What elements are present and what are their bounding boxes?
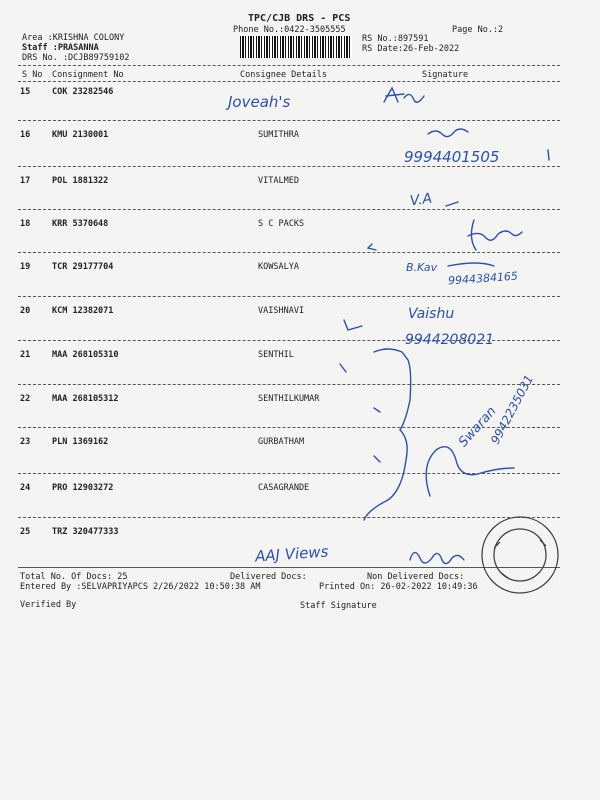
row-consignee: CASAGRANDE bbox=[258, 483, 310, 493]
handwritten-joveahs: Joveah's bbox=[228, 93, 291, 111]
handwritten-name: Vaishu bbox=[408, 306, 455, 322]
row-consignment-no: MAA 268105312 bbox=[52, 394, 119, 404]
row-consignee: VITALMED bbox=[258, 176, 299, 186]
row-consignment-no: MAA 268105310 bbox=[52, 350, 119, 360]
handwritten-initials: V.A bbox=[408, 190, 434, 210]
row-consignment-no: KCM 12382071 bbox=[52, 306, 114, 316]
row-consignment-no: TRZ 320477333 bbox=[52, 527, 119, 537]
row-sno: 20 bbox=[20, 306, 31, 316]
row-consignee: GURBATHAM bbox=[258, 437, 305, 447]
bracket-mark bbox=[364, 349, 411, 520]
row-consignee: KOWSALYA bbox=[258, 262, 299, 272]
signature-15 bbox=[384, 88, 424, 102]
row-consignee: S C PACKS bbox=[258, 219, 305, 229]
row-sno: 22 bbox=[20, 394, 31, 404]
handwritten-phone: 9944384165 bbox=[447, 269, 519, 288]
row-consignment-no: COK 23282546 bbox=[52, 87, 114, 97]
row-sno: 16 bbox=[20, 130, 31, 140]
row-consignment-no: PLN 1369162 bbox=[52, 437, 109, 447]
row-sno: 25 bbox=[20, 527, 31, 537]
col-consignment: Consignment No bbox=[52, 70, 124, 80]
row-consignee: SENTHIL bbox=[258, 350, 294, 360]
row-sno: 15 bbox=[20, 87, 31, 97]
handwritten-name: Swaran bbox=[456, 404, 500, 451]
verified-by: Verified By bbox=[20, 600, 77, 610]
rs-date: RS Date:26-Feb-2022 bbox=[362, 44, 460, 54]
handwritten-name: B.Kav bbox=[406, 261, 438, 274]
handwritten-phone: 9944208021 bbox=[405, 332, 495, 348]
row-sno: 21 bbox=[20, 350, 31, 360]
entered-by: Entered By :SELVAPRIYAPCS 2/26/2022 10:50:38 AM bbox=[20, 582, 261, 592]
row-sno: 24 bbox=[20, 483, 31, 493]
handwritten-phone: 9942235031 bbox=[488, 372, 537, 447]
signature-25 bbox=[410, 552, 464, 563]
delivered-docs: Delivered Docs: bbox=[230, 572, 307, 582]
signature-16 bbox=[428, 129, 468, 137]
row-consignee: SENTHILKUMAR bbox=[258, 394, 320, 404]
signature-23 bbox=[426, 447, 514, 496]
row-sno: 19 bbox=[20, 262, 31, 272]
handwritten-aaj-views: AAJ Views bbox=[254, 542, 330, 566]
signature-18 bbox=[468, 220, 522, 250]
area-field: Area :KRISHNA COLONY bbox=[22, 33, 125, 43]
printed-on: Printed On: 26-02-2022 10:49:36 bbox=[319, 582, 478, 592]
row-sno: 17 bbox=[20, 176, 31, 186]
phone-number: Phone No.:0422-3505555 bbox=[233, 25, 346, 35]
document-title: TPC/CJB DRS - PCS bbox=[248, 13, 351, 24]
row-consignee: SUMITHRA bbox=[258, 130, 299, 140]
row-consignment-no: KMU 2130001 bbox=[52, 130, 109, 140]
total-docs: Total No. Of Docs: 25 bbox=[20, 572, 128, 582]
row-consignment-no: TCR 29177704 bbox=[52, 262, 114, 272]
page-number: Page No.:2 bbox=[452, 25, 504, 35]
staff-signature: Staff Signature bbox=[300, 601, 377, 611]
drs-number: DRS No. :DCJB89759102 bbox=[22, 53, 130, 63]
col-consignee: Consignee Details bbox=[240, 70, 327, 80]
non-delivered-docs: Non Delivered Docs: bbox=[367, 572, 465, 582]
row-consignment-no: POL 1881322 bbox=[52, 176, 109, 186]
round-stamp bbox=[482, 517, 558, 593]
row-sno: 23 bbox=[20, 437, 31, 447]
row-consignee: VAISHNAVI bbox=[258, 306, 305, 316]
col-sno: S No bbox=[22, 70, 43, 80]
row-consignment-no: PRO 12903272 bbox=[52, 483, 114, 493]
row-consignment-no: KRR 5370648 bbox=[52, 219, 109, 229]
staff-field: Staff :PRASANNA bbox=[22, 43, 99, 53]
row-sno: 18 bbox=[20, 219, 31, 229]
rs-number: RS No.:897591 bbox=[362, 34, 429, 44]
col-signature: Signature bbox=[422, 70, 469, 80]
handwritten-phone: 9994401505 bbox=[404, 148, 500, 166]
